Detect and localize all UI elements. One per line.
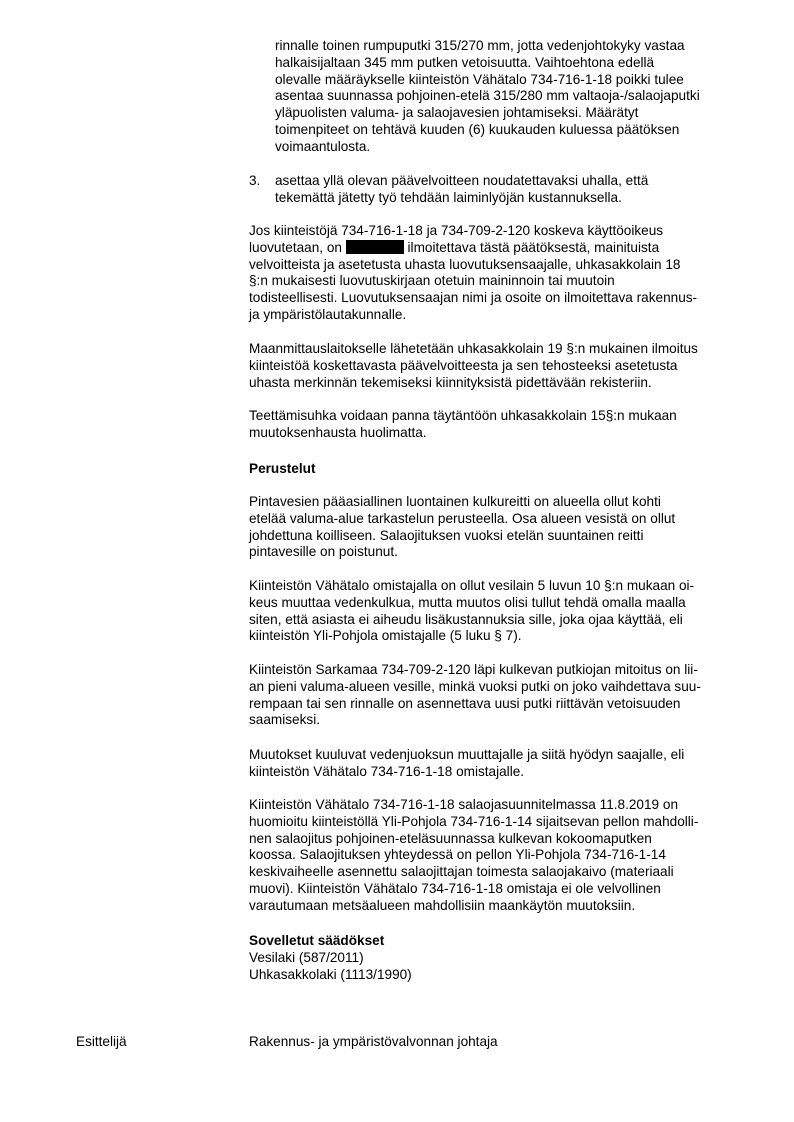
text-fragment: ilmoitettava tästä päätöksestä, mainituista — [407, 239, 660, 255]
text-line: kiinteistön Vähätalo 734-716-1-18 omistajalle. — [249, 763, 525, 779]
section-heading-perustelut: Perustelut — [249, 461, 316, 476]
text-line: huomioitu kiinteistöllä Yli-Pohjola 734-716-1-14 sijaitsevan pellon mahdolli- — [249, 813, 699, 829]
presenter-title: Rakennus- ja ympäristövalvonnan johtaja — [249, 1034, 498, 1049]
item-3-text — [275, 173, 741, 207]
text-line: halkaisijaltaan 345 mm putken vetoisuutta. Vaihtoehtona edellä — [275, 54, 655, 70]
list-number: 3. — [249, 173, 261, 188]
redaction-block — [346, 240, 404, 254]
text-line: asentaa suunnassa pohjoinen-etelä 315/280 mm valtaoja-/salaojaputki — [275, 88, 700, 104]
text-line: kiinteistön Yli-Pohjola omistajalle (5 luku § 7). — [249, 628, 522, 644]
text-line: koossa. Salaojituksen yhteydessä on pellon Yli-Pohjola 734-716-1-14 — [249, 847, 666, 863]
text-line: rinnalle toinen rumpuputki 315/270 mm, jotta vedenjohtokyky vastaa — [275, 38, 685, 53]
perustelut-paragraph — [249, 797, 741, 915]
statute-item: Vesilaki (587/2011) — [249, 950, 364, 965]
paragraph-mml — [249, 341, 741, 391]
text-fragment: luovutetaan, on — [249, 239, 342, 255]
text-line: velvoitteista ja asetetusta uhasta luovutuksensaajalle, uhkasakkolain 18 — [249, 256, 681, 272]
text-line: johdettuna koilliseen. Salaojituksen vuoksi etelän suuntainen reitti — [249, 527, 644, 543]
text-line: Jos kiinteistöjä 734-716-1-18 ja 734-709-2-120 koskeva käyttöoikeus — [249, 223, 664, 238]
text-line: Kiinteistön Vähätalo 734-716-1-18 salaojasuunnitelmassa 11.8.2019 on — [249, 797, 679, 812]
text-line: toimenpiteet on tehtävä kuuden (6) kuukauden kuluessa päätöksen — [275, 121, 680, 137]
paragraph-enforcement — [249, 408, 741, 442]
perustelut-paragraph — [249, 578, 741, 645]
presenter-label: Esittelijä — [76, 1034, 127, 1049]
text-line: ja ympäristölautakunnalle. — [249, 306, 407, 322]
text-line-with-redaction — [249, 240, 741, 257]
text-line: keus muuttaa vedenkulkua, mutta muutos olisi tullut tehdä omalla maalla — [249, 594, 686, 610]
text-line: Kiinteistön Vähätalo omistajalla on ollut vesilain 5 luvun 10 §:n mukaan oi- — [249, 578, 695, 593]
text-line: muutoksenhausta huolimatta. — [249, 424, 427, 440]
text-line: Maanmittauslaitokselle lähetetään uhkasakkolain 19 §:n mukainen ilmoitus — [249, 341, 698, 356]
text-line: asettaa yllä olevan päävelvoitteen noudatettavaksi uhalla, että — [275, 173, 649, 188]
text-line: tekemättä jätetty työ tehdään laiminlyöjän kustannuksella. — [275, 189, 622, 205]
text-line: keskivaiheelle asennettu salaojittajan toimesta salaojakaivo (materiaali — [249, 864, 674, 880]
text-line: rempaan tai sen rinnalle on asennettava uusi putki riittävän vetoisuuden — [249, 695, 681, 711]
text-line: varautumaan metsäalueen mahdollisiin maankäytön muutoksiin. — [249, 897, 636, 913]
text-line: Muutokset kuuluvat vedenjuoksun muuttajalle ja siitä hyödyn saajalle, eli — [249, 747, 685, 762]
statute-list — [249, 950, 741, 984]
text-line: an pieni valuma-alueen vesille, minkä vuoksi putki on joko vaihdettava suu- — [249, 678, 701, 694]
perustelut-paragraph — [249, 747, 741, 781]
paragraph-transfer — [249, 223, 741, 324]
text-line: todisteellisesti. Luovutuksensaajan nimi ja osoite on ilmoitettava rakennus- — [249, 290, 698, 306]
text-line: Pintavesien pääasiallinen luontainen kulkureitti on alueella ollut kohti — [249, 494, 661, 509]
perustelut-paragraph — [249, 494, 741, 561]
text-line: Kiinteistön Sarkamaa 734-709-2-120 läpi kulkevan putkiojan mitoitus on lii- — [249, 662, 698, 677]
text-line: §:n mukaisesti luovutuskirjaan otetuin maininnoin tai muutoin — [249, 273, 615, 289]
text-line: uhasta merkinnän tekemiseksi kiinnityksistä pidettävään rekisteriin. — [249, 374, 652, 390]
item-2-continuation — [275, 38, 741, 156]
text-line: yläpuolisten valuma- ja salaojavesien johtamiseksi. Määrätyt — [275, 105, 639, 121]
text-line: siten, että asiasta ei aiheudu lisäkustannuksia sille, joka ojaa käyttää, eli — [249, 611, 683, 627]
text-line: olevalle määräykselle kiinteistön Vähätalo 734-716-1-18 poikki tulee — [275, 71, 684, 87]
text-line: pintavesille on poistunut. — [249, 544, 398, 560]
section-heading-sovelletut: Sovelletut säädökset — [249, 933, 385, 948]
statute-item: Uhkasakkolaki (1113/1990) — [249, 966, 412, 982]
text-line: etelää valuma-alue tarkastelun perusteella. Osa alueen vesistä on ollut — [249, 510, 676, 526]
text-line: nen salaojitus pohjoinen-eteläsuunnassa kulkevan kokoomaputken — [249, 830, 652, 846]
text-line: saamiseksi. — [249, 712, 321, 728]
text-line: voimaantulosta. — [275, 138, 371, 154]
text-line: muovi). Kiinteistön Vähätalo 734-716-1-18 omistaja ei ole velvollinen — [249, 880, 661, 896]
text-line: kiinteistöä koskettavasta päävelvoitteesta ja sen tehosteeksi asetetusta — [249, 357, 678, 373]
text-line: Teettämisuhka voidaan panna täytäntöön uhkasakkolain 15§:n mukaan — [249, 408, 677, 423]
perustelut-paragraph — [249, 662, 741, 729]
